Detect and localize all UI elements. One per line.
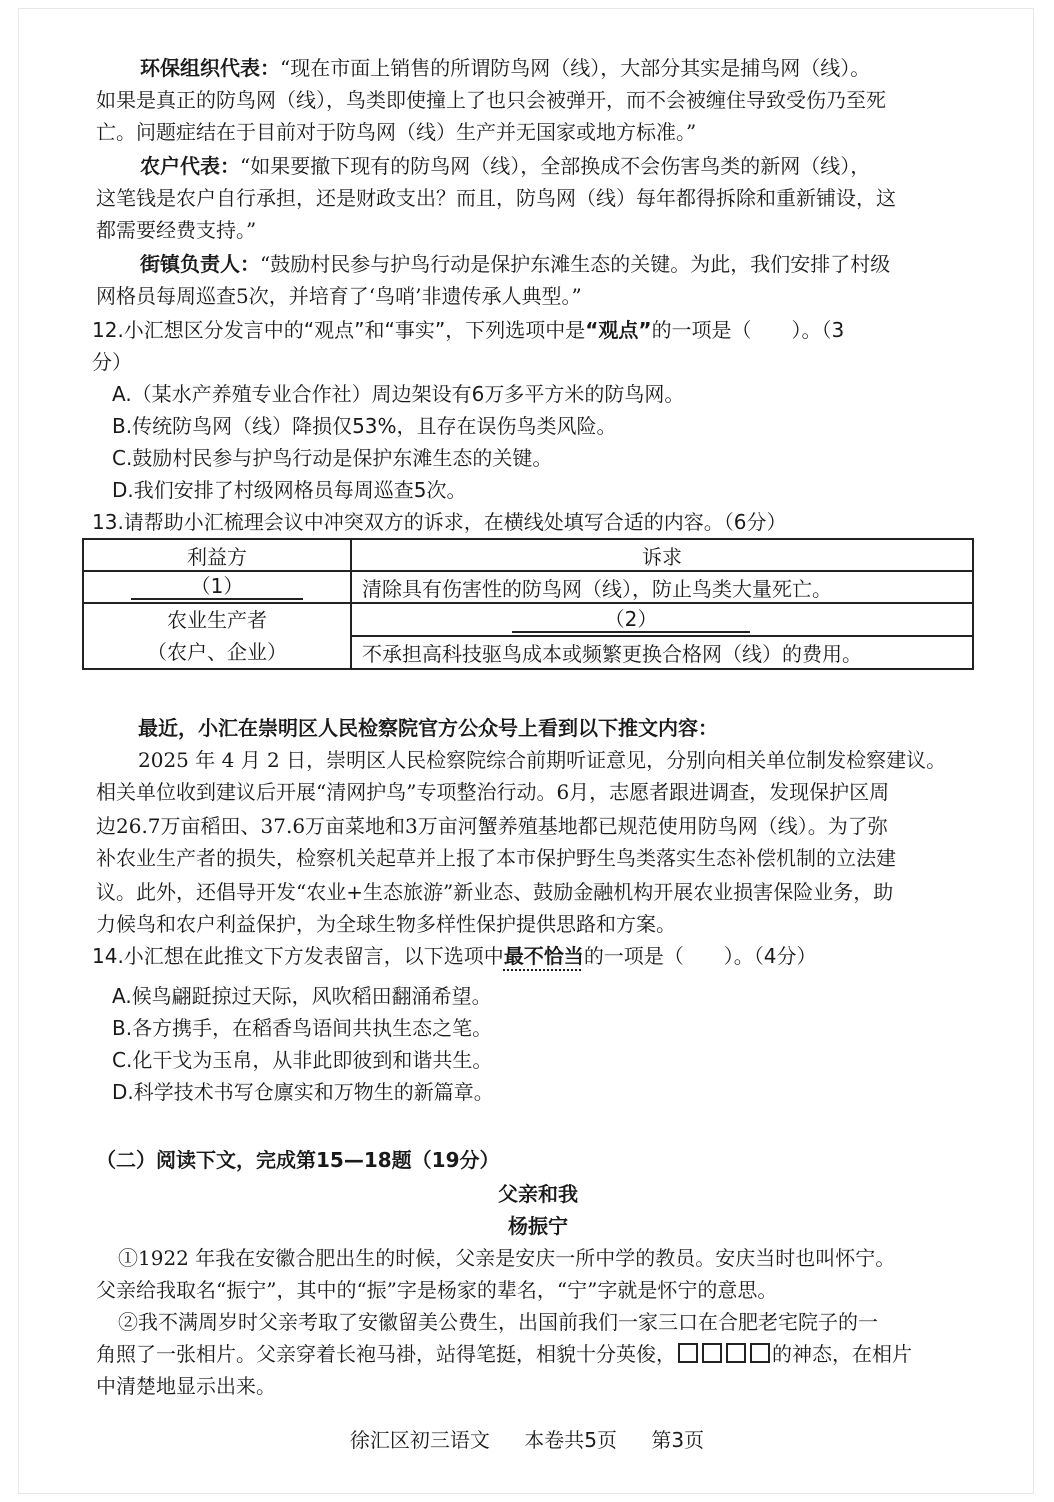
essay-p2-line3: 中清楚地显示出来。 bbox=[96, 1374, 276, 1398]
table-header-party: 利益方 bbox=[83, 539, 351, 571]
passage-line-4: 农户代表：“如果要撤下现有的防鸟网（线），全部换成不会伤害鸟类的新网（线）， bbox=[140, 154, 871, 178]
q14-option-a[interactable]: A.候鸟翩跹掠过天际，风吹稻田翻涌希望。 bbox=[112, 984, 492, 1008]
essay-title: 父亲和我 bbox=[498, 1182, 578, 1206]
table-header-row bbox=[83, 539, 973, 571]
passage-line-8: 网格员每周巡查5次，并培育了‘鸟哨’非遗传承人典型。” bbox=[96, 284, 582, 308]
footer-school: 徐汇区初三语文 bbox=[349, 1428, 490, 1452]
blank-2[interactable]: （2） bbox=[351, 603, 973, 636]
passage-line-1: 环保组织代表：“现在市面上销售的所谓防鸟网（线），大部分其实是捕鸟网（线）。 bbox=[140, 56, 871, 80]
page-footer bbox=[0, 1424, 1054, 1453]
table-row bbox=[83, 603, 973, 636]
footer-page-number: 第3页 bbox=[651, 1428, 705, 1452]
essay-author: 杨振宁 bbox=[508, 1214, 568, 1238]
tweet-line-4: 补农业生产者的损失，检察机关起草并上报了本市保护野生鸟类落实生态补偿机制的立法建 bbox=[96, 846, 896, 870]
table-header-claim: 诉求 bbox=[351, 539, 973, 571]
tweet-line-2: 相关单位收到建议后开展“清网护鸟”专项整治行动。6月，志愿者跟进调查，发现保护区周 bbox=[96, 780, 890, 804]
claims-table bbox=[82, 538, 974, 670]
footer-total: 本卷共5页 bbox=[524, 1428, 617, 1452]
essay-p2-line2: 角照了一张相片。父亲穿着长袍马褂，站得笔挺，相貌十分英俊， 的神态，在相片 bbox=[96, 1342, 912, 1366]
q13-stem: 13.请帮助小汇梳理会议中冲突双方的诉求，在横线处填写合适的内容。（6分） bbox=[92, 510, 787, 534]
table-cell-claim-3: 不承担高科技驱鸟成本或频繁更换合格网（线）的费用。 bbox=[351, 636, 973, 669]
q12-stem-cont: 分） bbox=[92, 350, 132, 374]
answer-boxes[interactable] bbox=[676, 1342, 772, 1366]
tweet-line-1: 2025 年 4 月 2 日，崇明区人民检察院综合前期听证意见，分别向相关单位制发检察建议。 bbox=[138, 748, 947, 772]
q14-option-c[interactable]: C.化干戈为玉帛，从非此即彼到和谐共生。 bbox=[112, 1048, 493, 1072]
passage-line-3: 亡。问题症结在于目前对于防鸟网（线）生产并无国家或地方标准。” bbox=[96, 120, 697, 144]
q12-option-d[interactable]: D.我们安排了村级网格员每周巡查5次。 bbox=[112, 478, 467, 502]
tweet-intro: 最近，小汇在崇明区人民检察院官方公众号上看到以下推文内容： bbox=[138, 716, 718, 740]
tweet-line-6: 力候鸟和农户利益保护，为全球生物多样性保护提供思路和方案。 bbox=[96, 912, 676, 936]
passage-line-6: 都需要经费支持。” bbox=[96, 218, 257, 242]
q14-option-d[interactable]: D.科学技术书写仓廪实和万物生的新篇章。 bbox=[112, 1080, 494, 1104]
essay-p1-line2: 父亲给我取名“振宁”，其中的“振”字是杨家的辈名，“宁”字就是怀宁的意思。 bbox=[96, 1278, 778, 1302]
tweet-line-3: 边26.7万亩稻田、37.6万亩菜地和3万亩河蟹养殖基地都已规范使用防鸟网（线）。为了弥 bbox=[96, 814, 888, 838]
blank-1[interactable]: （1） bbox=[83, 571, 351, 603]
q12-option-b[interactable]: B.传统防鸟网（线）降损仅53%，且存在误伤鸟类风险。 bbox=[112, 414, 617, 438]
essay-p2-line1: ②我不满周岁时父亲考取了安徽留美公费生，出国前我们一家三口在合肥老宅院子的一 bbox=[118, 1310, 878, 1334]
q12-option-c[interactable]: C.鼓励村民参与护鸟行动是保护东滩生态的关键。 bbox=[112, 446, 553, 470]
passage-line-2: 如果是真正的防鸟网（线），鸟类即使撞上了也只会被弹开，而不会被缠住导致受伤乃至死 bbox=[96, 88, 886, 112]
passage-line-5: 这笔钱是农户自行承担，还是财政支出？而且，防鸟网（线）每年都得拆除和重新铺设，这 bbox=[96, 186, 896, 210]
passage-line-7: 街镇负责人：“鼓励村民参与护鸟行动是保护东滩生态的关键。为此，我们安排了村级 bbox=[140, 252, 891, 276]
q14-option-b[interactable]: B.各方携手，在稻香鸟语间共执生态之笔。 bbox=[112, 1016, 493, 1040]
q14-stem: 14.小汇想在此推文下方发表留言，以下选项中最不恰当的一项是（ ）。（4分） bbox=[92, 944, 817, 968]
section-heading: （二）阅读下文，完成第15—18题（19分） bbox=[96, 1148, 500, 1172]
table-cell-farmers: 农业生产者 （农户、企业） bbox=[83, 603, 351, 669]
q12-stem: 12.小汇想区分发言中的“观点”和“事实”，下列选项中是“观点”的一项是（ ）。（3 bbox=[92, 318, 845, 342]
essay-p1-line1: ①1922 年我在安徽合肥出生的时候，父亲是安庆一所中学的教员。安庆当时也叫怀宁。 bbox=[118, 1246, 896, 1270]
table-row bbox=[83, 571, 973, 603]
q12-option-a[interactable]: A.（某水产养殖专业合作社）周边架设有6万多平方米的防鸟网。 bbox=[112, 382, 685, 406]
tweet-line-5: 议。此外，还倡导开发“农业+生态旅游”新业态、鼓励金融机构开展农业损害保险业务，助 bbox=[96, 880, 894, 904]
table-cell-claim-1: 清除具有伤害性的防鸟网（线），防止鸟类大量死亡。 bbox=[351, 571, 973, 603]
